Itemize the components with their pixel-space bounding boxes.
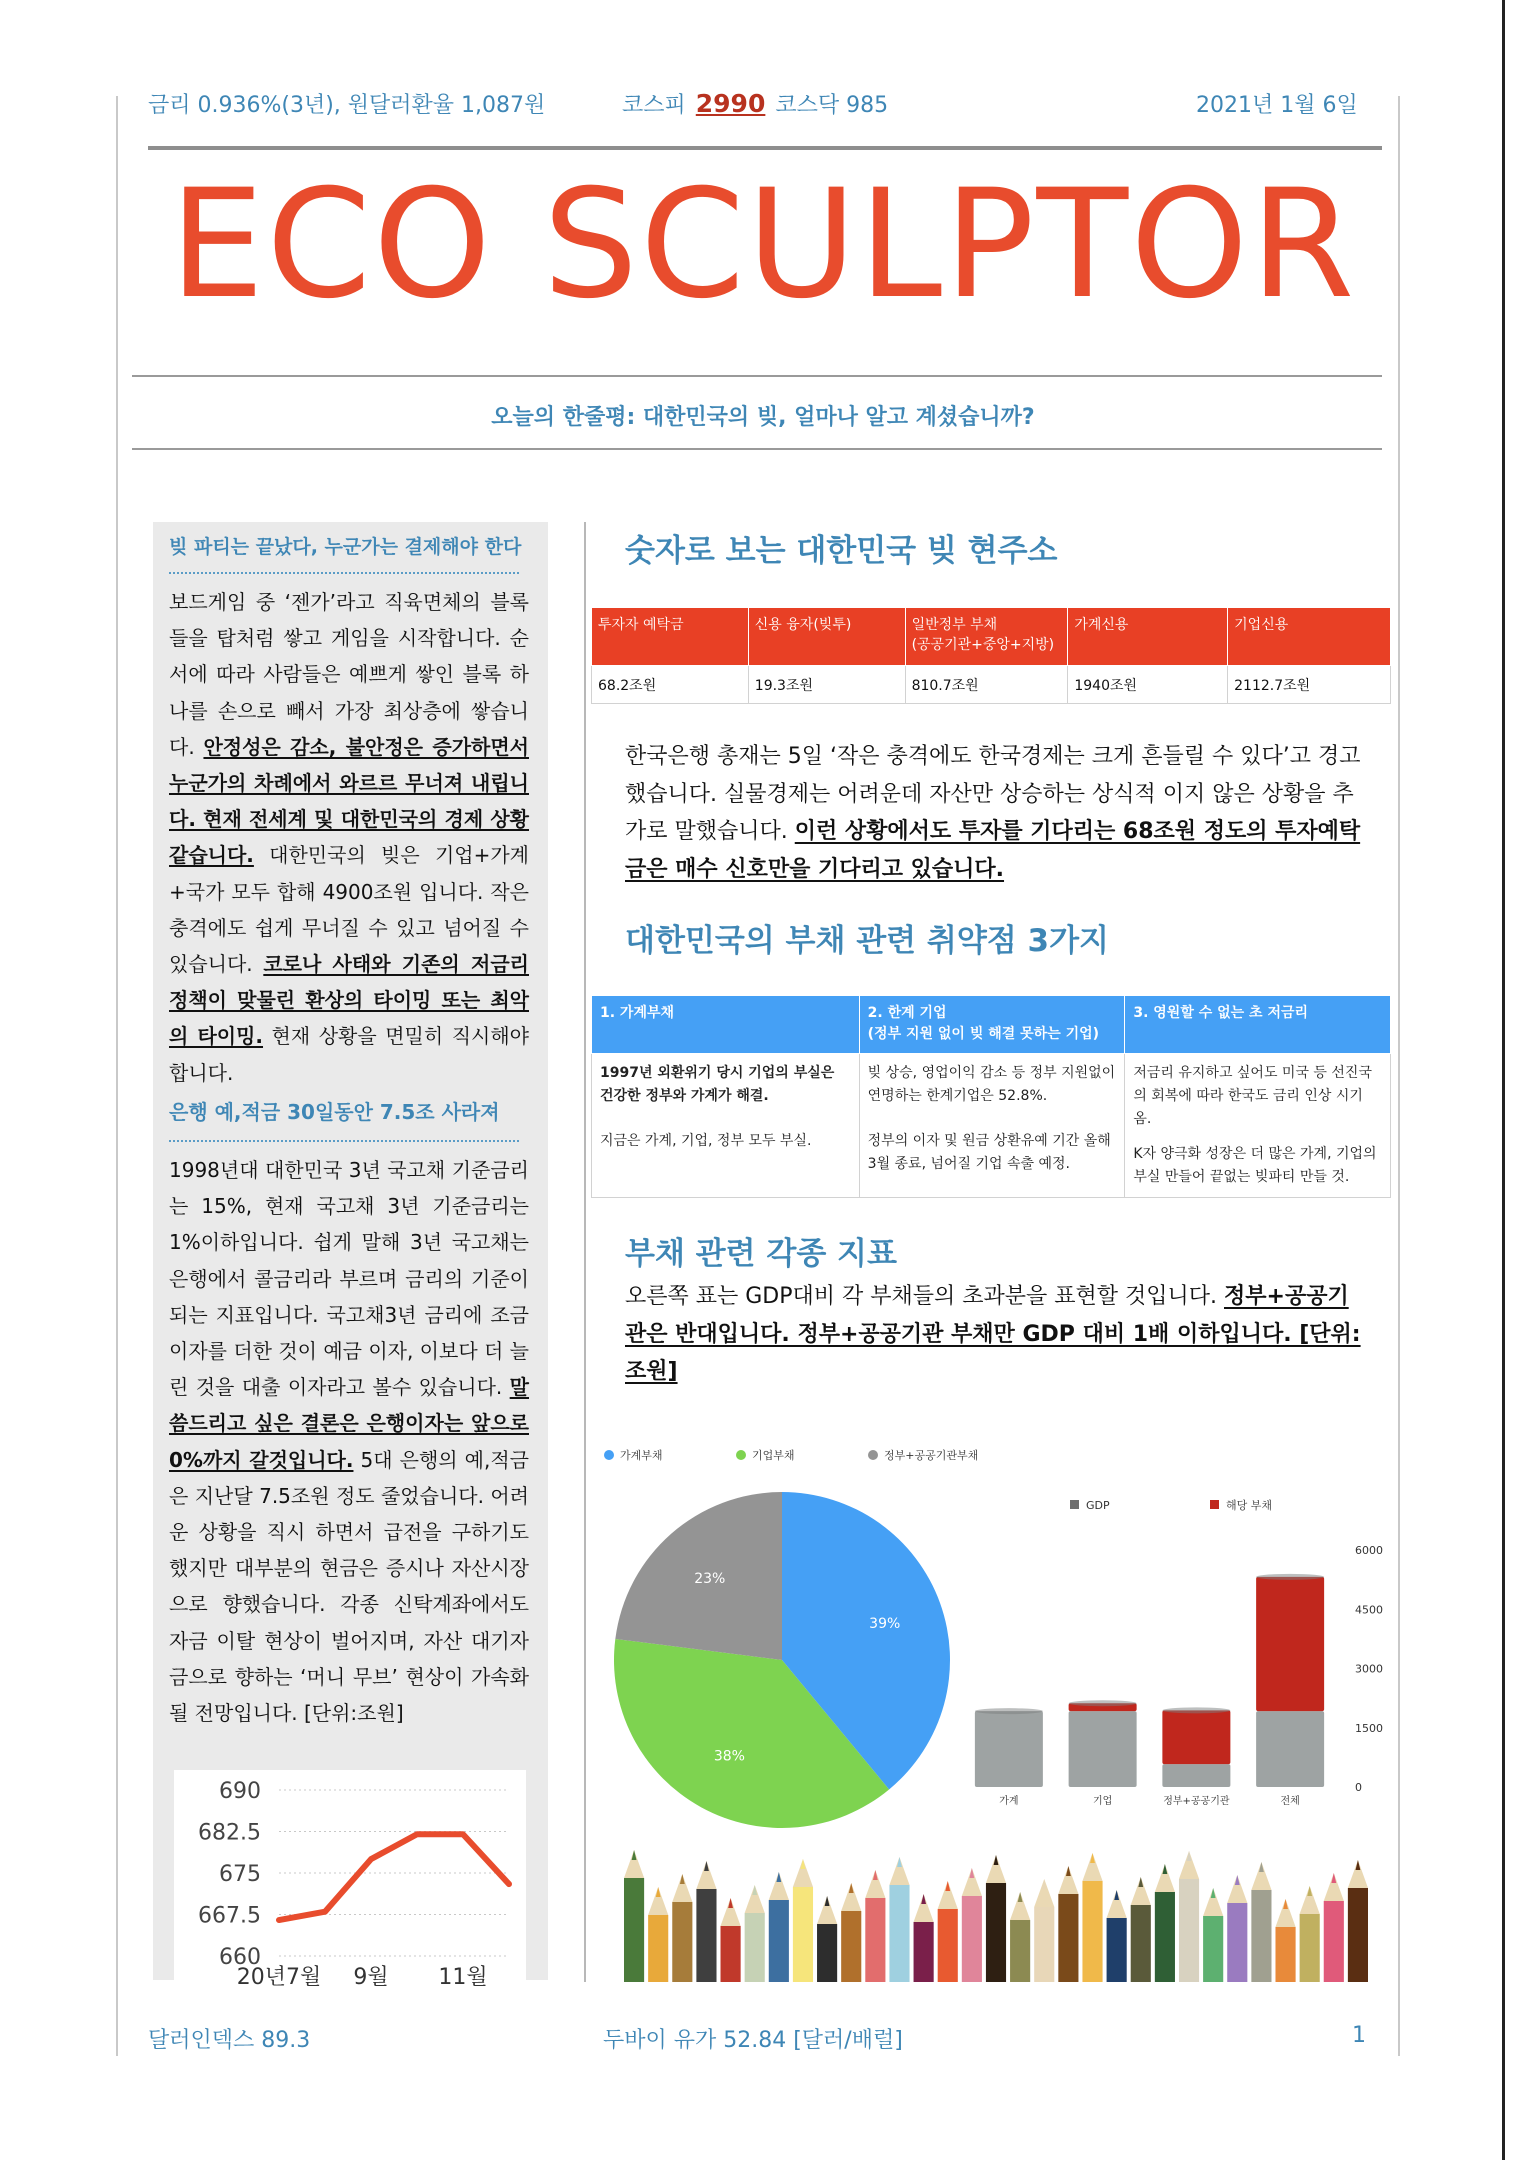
tagline-rule-top bbox=[132, 375, 1382, 377]
sidebar-section2-body: 1998년대 대한민국 3년 국고채 기준금리는 15%, 현재 국고채 3년 기준금리는 1%이하입니다. 쉽게 말해 3년 국고채는 은행에서 콜금리라 부르며 금리의 기준이 되는 지표입니다. 국고채3년 금리에 조금 이자를 더한 것이 예금 이자, 이보다 더 늘린 것을 대출 이자라고 볼수 있습니다. 말씀드리고 싶은 결론은 은행이자는 앞으로 0%까지 갈것입니다. 5대 은행의 예,적금은 지난달 7.5조원 정도 줄었습니다. 어려운 상황을 직시 하면서 급전을 구하기도 했지만 대부분의 현금은 증시나 자산시장으로 향했습니다. 각종 신탁계좌에서도 자금 이탈 현상이 벌어지며, 자산 대기자금으로 향하는 ‘머니 무브’ 현상이 가속화 될 전망입니다. [단위:조원] bbox=[169, 1158, 529, 1726]
pencil-body bbox=[1251, 1890, 1271, 1982]
line-chart-svg bbox=[174, 1770, 526, 1990]
table-cell: 2112.7조원 bbox=[1228, 666, 1391, 704]
y-tick-label: 6000 bbox=[1355, 1544, 1383, 1557]
legend-swatch bbox=[868, 1450, 878, 1460]
bar-segment bbox=[1069, 1711, 1137, 1787]
bar-cap bbox=[1162, 1707, 1230, 1713]
pencil-body bbox=[624, 1878, 644, 1982]
pie-slice-label: 23% bbox=[694, 1571, 726, 1588]
page-number: 1 bbox=[1352, 2023, 1366, 2048]
pencil-body bbox=[672, 1902, 692, 1982]
table-header-cell: 2. 한계 기업 (정부 지원 없이 빚 해결 못하는 기업) bbox=[859, 996, 1125, 1054]
legend-swatch bbox=[736, 1450, 746, 1460]
pencil-body bbox=[841, 1911, 861, 1982]
x-tick-label: 기업 bbox=[1092, 1796, 1113, 1807]
pencils-image bbox=[622, 1818, 1370, 1982]
bar-cap bbox=[1256, 1574, 1324, 1580]
header-rule bbox=[148, 146, 1382, 150]
y-tick-label: 675 bbox=[219, 1862, 261, 1887]
deposit-line-chart bbox=[174, 1770, 526, 1990]
table-header-cell: 기업신용 bbox=[1228, 608, 1391, 666]
table-header-cell: 가계신용 bbox=[1068, 608, 1228, 666]
bar-cap bbox=[975, 1708, 1043, 1714]
pencil-body bbox=[1155, 1892, 1175, 1982]
masthead-title: ECO SCULPTOR bbox=[169, 158, 1357, 332]
issue-date: 2021년 1월 6일 bbox=[1196, 93, 1358, 118]
table-row bbox=[592, 1054, 1391, 1198]
cell-text: 저금리 유지하고 싶어도 미국 등 선진국의 회복에 따라 한국도 금리 인상 시기 옴. bbox=[1133, 1065, 1372, 1127]
table-cell bbox=[1125, 1054, 1391, 1198]
bar-segment bbox=[1256, 1577, 1324, 1711]
page-shadow bbox=[1502, 0, 1505, 2160]
column-separator bbox=[584, 522, 586, 1982]
sidebar-divider bbox=[169, 572, 519, 574]
pie-slice-label: 39% bbox=[869, 1616, 901, 1633]
y-tick-label: 690 bbox=[219, 1779, 261, 1804]
pencil-body bbox=[1324, 1901, 1344, 1982]
bar-cap bbox=[1069, 1700, 1137, 1706]
kospi-label: 코스피 bbox=[622, 93, 686, 118]
weakness-section-title: 대한민국의 부채 관련 취약점 3가지 bbox=[625, 923, 1109, 959]
pencil-body bbox=[769, 1900, 789, 1982]
cell-text: 1997년 외환위기 당시 기업의 부실은 건강한 정부와 가계가 해결. bbox=[600, 1065, 835, 1104]
bar-segment bbox=[1162, 1764, 1230, 1787]
table-header-row bbox=[592, 608, 1391, 666]
cell-text: 지금은 가계, 기업, 정부 모두 부실. bbox=[600, 1133, 812, 1149]
pencil-body bbox=[696, 1889, 716, 1982]
pencil-body bbox=[1227, 1903, 1247, 1982]
line-series bbox=[279, 1834, 509, 1920]
pencil-body bbox=[1034, 1907, 1054, 1982]
x-tick-label: 20년7월 bbox=[236, 1965, 322, 1990]
cell-text: 정부의 이자 및 원금 상환유예 기간 올해 3월 종료, 넘어질 기업 속출 예정. bbox=[867, 1133, 1111, 1172]
pencil-body bbox=[1131, 1905, 1151, 1982]
weakness-table bbox=[591, 995, 1391, 1198]
debt-paragraph: 한국은행 총재는 5일 ‘작은 충격에도 한국경제는 크게 흔들릴 수 있다’고 경고했습니다. 실물경제는 어려운데 자산만 상승하는 상식적 이지 않은 상황을 추가로 말했습니다. 이런 상황에서도 투자를 기다리는 68조원 정도의 투자예탁금은 매수 신호만을 기다리고 있습니다. bbox=[625, 744, 1361, 882]
page-edge-left bbox=[116, 96, 118, 2056]
y-tick-label: 660 bbox=[219, 1945, 261, 1970]
pencil-body bbox=[1348, 1888, 1368, 1982]
legend-label: 해당 부채 bbox=[1226, 1499, 1273, 1512]
pencil-body bbox=[865, 1898, 885, 1982]
pencil-body bbox=[938, 1909, 958, 1982]
bar-segment bbox=[1256, 1711, 1324, 1787]
cell-text: 빚 상승, 영업이익 감소 등 정부 지원없이 연명하는 한계기업은 52.8%. bbox=[867, 1065, 1116, 1104]
sidebar-divider bbox=[169, 1140, 519, 1142]
y-tick-label: 0 bbox=[1355, 1781, 1362, 1794]
pencil-body bbox=[1179, 1879, 1199, 1982]
dollar-index: 달러인덱스 89.3 bbox=[148, 2028, 311, 2053]
indicator-paragraph: 오른쪽 표는 GDP대비 각 부채들의 초과분을 표현할 것입니다. 정부+공공기관은 반대입니다. 정부+공공기관 부채만 GDP 대비 1배 이하입니다. [단위: 조원] bbox=[625, 1284, 1361, 1384]
table-header-cell: 일반정부 부채 (공공기관+중앙+지방) bbox=[905, 608, 1068, 666]
pencil-body bbox=[817, 1924, 837, 1982]
pencil-body bbox=[1082, 1881, 1102, 1982]
kosdaq: 코스닥 985 bbox=[775, 93, 889, 118]
legend-label: GDP bbox=[1086, 1499, 1110, 1512]
kospi-value: 2990 bbox=[695, 89, 766, 118]
table-cell: 68.2조원 bbox=[592, 666, 749, 704]
pie-slice-label: 38% bbox=[713, 1748, 745, 1765]
y-tick-label: 1500 bbox=[1355, 1721, 1383, 1735]
bar-segment bbox=[1162, 1710, 1230, 1764]
debt-pie-chart bbox=[612, 1490, 952, 1830]
pie-chart-svg bbox=[612, 1490, 952, 1830]
pencil-body bbox=[986, 1883, 1006, 1982]
sidebar bbox=[153, 522, 548, 1980]
dubai-oil: 두바이 유가 52.84 [달러/배럴] bbox=[603, 2028, 903, 2053]
page-edge-right bbox=[1398, 96, 1400, 2056]
sidebar-section2-title: 은행 예,적금 30일동안 7.5조 사라져 bbox=[169, 1100, 500, 1124]
pencil-body bbox=[889, 1885, 909, 1982]
table-cell: 19.3조원 bbox=[748, 666, 905, 704]
table-cell bbox=[592, 1054, 860, 1198]
cell-text: K자 양극화 성장은 더 많은 가계, 기업의 부실 만들어 끝없는 빚파티 만들 것. bbox=[1133, 1146, 1377, 1185]
table-header-cell: 3. 영원할 수 없는 초 저금리 bbox=[1125, 996, 1391, 1054]
table-cell: 810.7조원 bbox=[905, 666, 1068, 704]
tagline: 오늘의 한줄평: 대한민국의 빚, 얼마나 알고 계셨습니까? bbox=[491, 405, 1035, 430]
tagline-rule-bottom bbox=[132, 448, 1382, 450]
legend-swatch bbox=[604, 1450, 614, 1460]
pencil-body bbox=[1010, 1920, 1030, 1982]
pencil-body bbox=[1058, 1894, 1078, 1982]
x-tick-label: 정부+공공기관 bbox=[1163, 1796, 1230, 1807]
debt-figures-table bbox=[591, 607, 1391, 704]
debt-section-title: 숫자로 보는 대한민국 빚 현주소 bbox=[625, 533, 1058, 569]
table-header-row bbox=[592, 996, 1391, 1054]
legend-item: 가계부채 bbox=[604, 1449, 663, 1462]
legend-item: 정부+공공기관부채 bbox=[868, 1449, 978, 1462]
pie-legend bbox=[604, 1447, 1048, 1463]
legend-swatch bbox=[1210, 1500, 1219, 1509]
x-tick-label: 9월 bbox=[353, 1965, 389, 1990]
legend-swatch bbox=[1070, 1500, 1079, 1509]
bar-chart-svg bbox=[965, 1480, 1385, 1820]
y-tick-label: 3000 bbox=[1355, 1662, 1383, 1676]
table-row bbox=[592, 666, 1391, 704]
y-tick-label: 4500 bbox=[1355, 1603, 1383, 1617]
index-ticker bbox=[622, 88, 888, 128]
pencil-body bbox=[1300, 1914, 1320, 1982]
y-tick-label: 667.5 bbox=[198, 1903, 261, 1929]
pencil-body bbox=[721, 1926, 741, 1982]
debt-bar-chart bbox=[965, 1480, 1385, 1820]
pencil-body bbox=[745, 1913, 765, 1982]
table-cell: 1940조원 bbox=[1068, 666, 1228, 704]
bar-segment bbox=[975, 1711, 1043, 1787]
rates-ticker: 금리 0.936%(3년), 원달러환율 1,087원 bbox=[148, 93, 546, 118]
pencil-body bbox=[793, 1887, 813, 1982]
pencils-illustration bbox=[622, 1818, 1370, 1982]
indicator-section-title: 부채 관련 각종 지표 bbox=[625, 1236, 897, 1272]
x-tick-label: 전체 bbox=[1280, 1796, 1300, 1807]
sidebar-section1-body: 보드게임 중 ‘젠가’라고 직육면체의 블록들을 탑처럼 쌓고 게임을 시작합니다. 순서에 따라 사람들은 예쁘게 쌓인 블록 하나를 손으로 빼서 가장 최상층에 쌓습니다. 안정성은 감소, 불안정은 증가하면서 누군가의 차례에서 와르르 무너져 내립니다. 현재 전세계 및 대한민국의 경제 상황 같습니다. 대한민국의 빚은 기업+가계+국가 모두 합해 4900조원 입니다. 작은 충격에도 쉽게 무너질 수 있고 넘어질 수 있습니다. 코로나 사태와 기존의 저금리 정책이 맞물린 환상의 타이밍 또는 최악의 타이밍. 현재 상황을 면밀히 직시해야 합니다. bbox=[169, 590, 529, 1085]
pencil-body bbox=[1275, 1927, 1295, 1982]
x-tick-label: 11월 bbox=[438, 1965, 488, 1990]
y-tick-label: 682.5 bbox=[198, 1820, 261, 1846]
pencil-body bbox=[648, 1915, 668, 1982]
pencil-body bbox=[914, 1922, 934, 1982]
sidebar-section1-title: 빚 파티는 끝났다, 누군가는 결제해야 한다 bbox=[169, 536, 522, 558]
table-header-cell: 투자자 예탁금 bbox=[592, 608, 749, 666]
pencil-body bbox=[1203, 1916, 1223, 1982]
table-header-cell: 신용 융자(빚투) bbox=[748, 608, 905, 666]
x-tick-label: 가계 bbox=[999, 1796, 1019, 1807]
pencil-body bbox=[962, 1896, 982, 1982]
legend-item: 기업부채 bbox=[736, 1449, 795, 1462]
table-cell bbox=[859, 1054, 1125, 1198]
table-header-cell: 1. 가계부채 bbox=[592, 996, 860, 1054]
pencil-body bbox=[1107, 1918, 1127, 1982]
